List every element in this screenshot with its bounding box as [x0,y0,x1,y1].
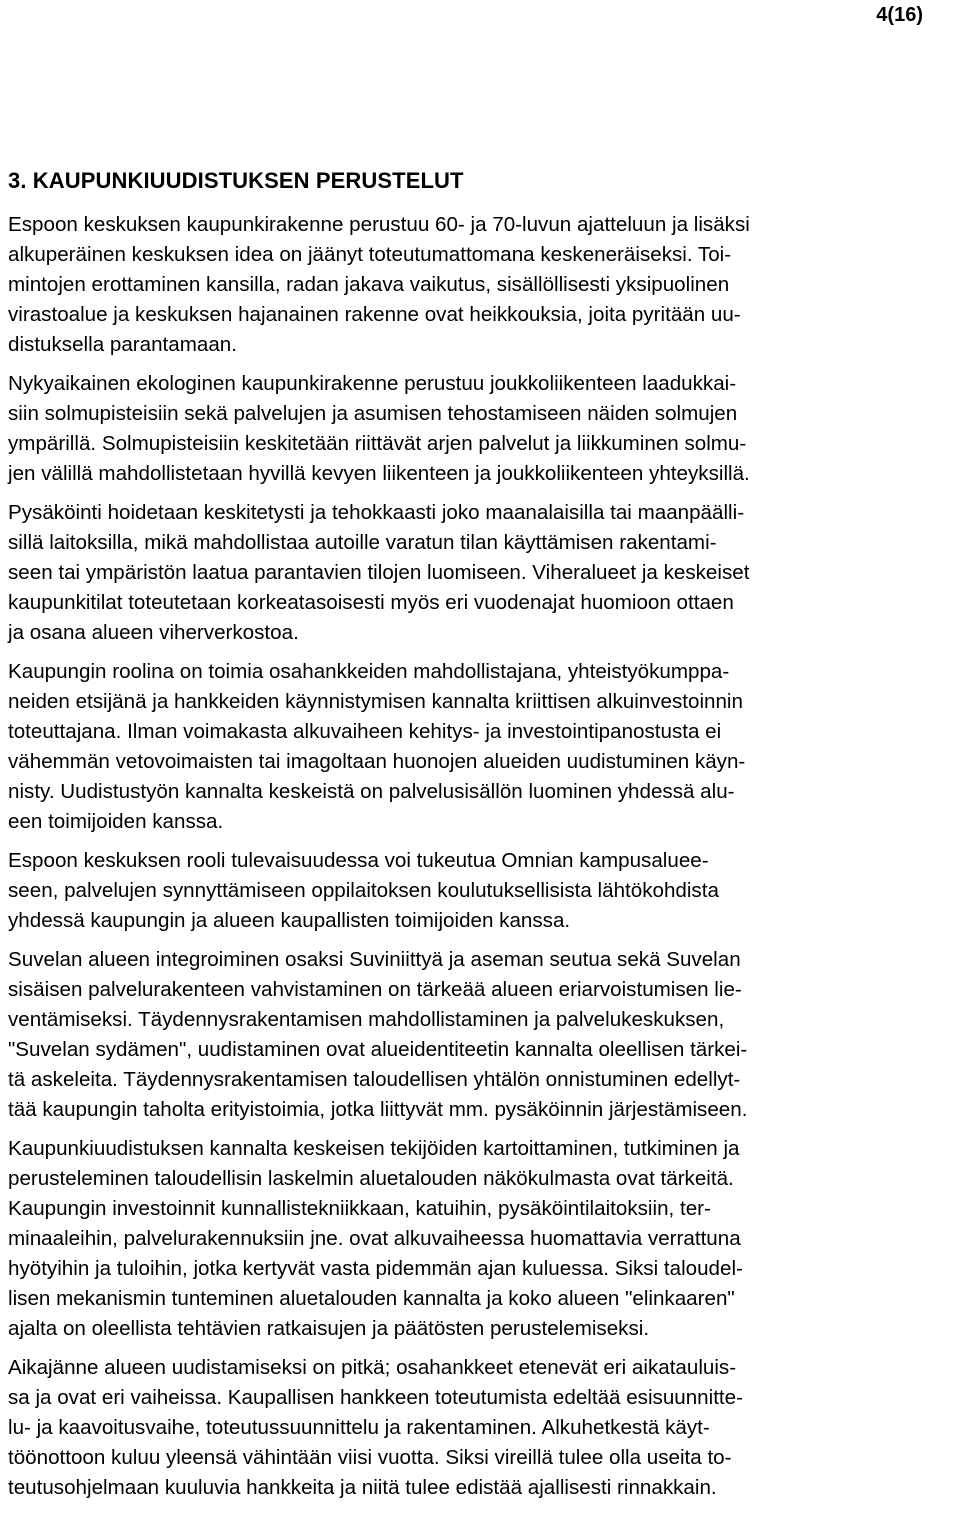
page-number: 4(16) [876,4,923,26]
paragraph-6: Suvelan alueen integroiminen osaksi Suviniittyä ja aseman seutua sekä Suvelan sisäisen palvelurakenteen vahvistaminen on tärkeää alueen eriarvoistumisen lie- ventämiseksi. Täydennysrakentamisen mahdollistaminen ja palvelukeskuksen, "Suvelan sydämen", uudistaminen ovat alueidentiteetin kannalta oleellisen tärkei- tä askeleita. Täydennysrakentamisen taloudellisen yhtälön onnistuminen edellyt- tää kaupungin taholta erityistoimia, jotka liittyvät mm. pysäköinnin järjestämiseen. [8,948,748,1121]
paragraph-4: Kaupungin roolina on toimia osahankkeiden mahdollistajana, yhteistyökumppa- neiden etsijänä ja hankkeiden käynnistymisen kannalta kriittisen alkuinvestoinnin toteuttajana. Ilman voimakasta alkuvaiheen kehitys- ja investointipanostusta ei vähemmän vetovoimaisten tai imagoltaan huonojen alueiden uudistuminen käyn- nisty. Uudistustyön kannalta keskeistä on palvelusisällön luominen yhdessä alu- een toimijoiden kanssa. [8,660,746,833]
paragraph-2: Nykyaikainen ekologinen kaupunkirakenne perustuu joukkoliikenteen laadukkai- siin solmupisteisiin sekä palvelujen ja asumisen tehostamiseen näiden solmujen ympärillä. Solmupisteisiin keskitetään riittävät arjen palvelut ja liikkuminen solmu- jen välillä mahdollistetaan hyvillä kevyen liikenteen ja joukkoliikenteen yhteyksillä. [8,372,750,485]
paragraph-7: Kaupunkiuudistuksen kannalta keskeisen tekijöiden kartoittaminen, tutkiminen ja perusteleminen taloudellisin laskelmin aluetalouden näkökulmasta ovat tärkeitä. Kaupungin investoinnit kunnallistekniikkaan, katuihin, pysäköintilaitoksiin, ter- minaaleihin, palvelurakennuksiin jne. ovat alkuvaiheessa huomattavia verrattuna hyötyihin ja tuloihin, jotka kertyvät vasta pidemmän ajan kuluessa. Siksi taloudel- lisen mekanismin tunteminen aluetalouden kannalta ja koko alueen "elinkaaren" ajalta on oleellista tehtävien ratkaisujen ja päätösten perustelemiseksi. [8,1137,743,1340]
paragraph-1: Espoon keskuksen kaupunkirakenne perustuu 60- ja 70-luvun ajatteluun ja lisäksi alkuperäinen keskuksen idea on jäänyt toteutumattomana keskeneräiseksi. Toi- mintojen erottaminen kansilla, radan jakava vaikutus, sisällöllisesti yksipuolinen virastoalue ja keskuksen hajanainen rakenne ovat heikkouksia, joita pyritään uu- distuksella parantamaan. [8,213,750,356]
paragraph-8: Aikajänne alueen uudistamiseksi on pitkä; osahankkeet etenevät eri aikatauluis- sa ja ovat eri vaiheissa. Kaupallisen hankkeen toteutumista edeltää esisuunnitte- lu- ja kaavoitusvaihe, toteutussuunnittelu ja rakentaminen. Alkuhetkestä käyt- töönottoon kuluu yleensä vähintään viisi vuotta. Siksi vireillä tulee olla useita to- teutusohjelmaan kuuluvia hankkeita ja niitä tulee edistää ajallisesti rinnakkain. [8,1356,743,1499]
paragraph-5: Espoon keskuksen rooli tulevaisuudessa voi tukeutua Omnian kampusaluee- seen, palvelujen synnyttämiseen oppilaitoksen koulutuksellisista lähtökohdista yhdessä kaupungin ja alueen kaupallisten toimijoiden kanssa. [8,849,719,932]
body-text [8,210,956,1512]
paragraph-3: Pysäköinti hoidetaan keskitetysti ja tehokkaasti joko maanalaisilla tai maanpäälli- sillä laitoksilla, mikä mahdollistaa autoille varatun tilan käyttämisen rakentami- seen tai ympäristön laatua parantavien tilojen luomiseen. Viheralueet ja keskeiset kaupunkitilat toteutetaan korkeatasoisesti myös eri vuodenajat huomioon ottaen ja osana alueen viherverkostoa. [8,501,750,644]
section-heading: 3. KAUPUNKIUUDISTUKSEN PERUSTELUT [8,168,464,193]
